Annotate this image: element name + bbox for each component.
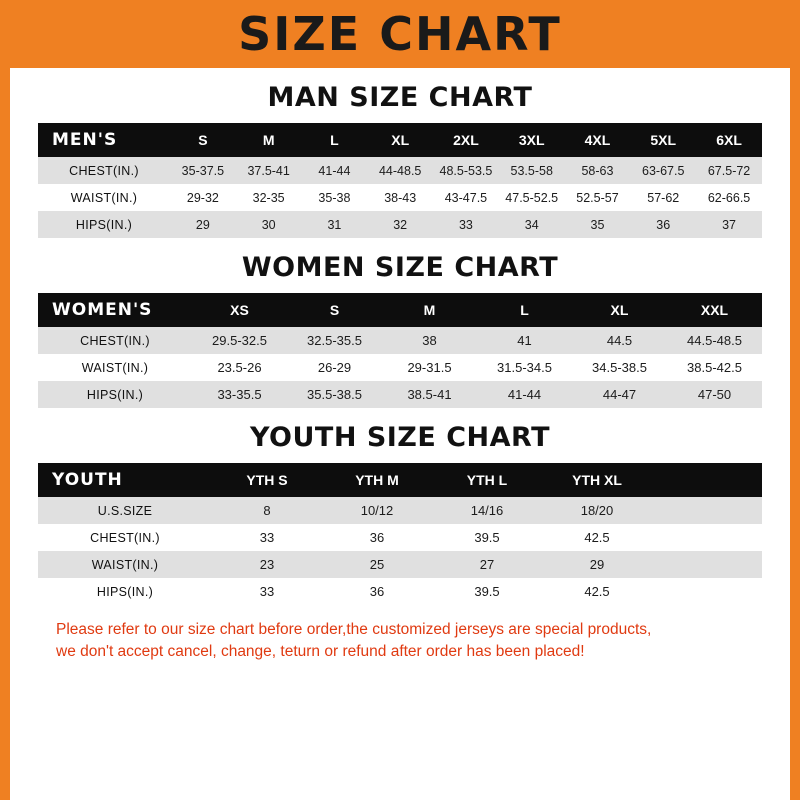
table-head	[38, 463, 762, 497]
table-head	[38, 123, 762, 157]
table-header-row	[38, 123, 762, 157]
table-row	[38, 524, 762, 551]
cell: 38-43	[367, 184, 433, 211]
row-label: CHEST(IN.)	[38, 327, 192, 354]
cell: 32.5-35.5	[287, 327, 382, 354]
table-row	[38, 211, 762, 238]
cell: 37	[696, 211, 762, 238]
column-header: XS	[192, 293, 287, 327]
cell: 38	[382, 327, 477, 354]
cell: 53.5-58	[499, 157, 565, 184]
cell: 31	[302, 211, 368, 238]
cell: 44.5	[572, 327, 667, 354]
table-row	[38, 327, 762, 354]
banner	[10, 0, 790, 68]
column-header: YTH XL	[542, 463, 652, 497]
table-youth	[38, 463, 762, 605]
cell: 41-44	[477, 381, 572, 408]
cell: 42.5	[542, 578, 652, 605]
section-title-man: MAN SIZE CHART	[267, 82, 533, 113]
cell: 35.5-38.5	[287, 381, 382, 408]
cell: 29-32	[170, 184, 236, 211]
cell: 44.5-48.5	[667, 327, 762, 354]
cell: 43-47.5	[433, 184, 499, 211]
cell: 48.5-53.5	[433, 157, 499, 184]
content	[10, 82, 790, 664]
cell: 32-35	[236, 184, 302, 211]
cell: 26-29	[287, 354, 382, 381]
column-header: M	[382, 293, 477, 327]
table-body	[38, 497, 762, 605]
cell: 33	[433, 211, 499, 238]
cell-empty	[652, 551, 762, 578]
cell: 58-63	[565, 157, 631, 184]
column-header: L	[477, 293, 572, 327]
table-row	[38, 381, 762, 408]
row-label: CHEST(IN.)	[38, 157, 170, 184]
cell: 39.5	[432, 578, 542, 605]
cell: 23.5-26	[192, 354, 287, 381]
row-label: U.S.SIZE	[38, 497, 212, 524]
cell: 10/12	[322, 497, 432, 524]
cell: 34	[499, 211, 565, 238]
cell: 33-35.5	[192, 381, 287, 408]
column-header: YTH M	[322, 463, 432, 497]
column-header: XXL	[667, 293, 762, 327]
table-row	[38, 157, 762, 184]
cell: 44-47	[572, 381, 667, 408]
cell: 25	[322, 551, 432, 578]
table-row	[38, 497, 762, 524]
table-row	[38, 354, 762, 381]
table-corner-label: MEN'S	[38, 123, 170, 157]
cell: 47-50	[667, 381, 762, 408]
cell: 41	[477, 327, 572, 354]
section-title-women: WOMEN SIZE CHART	[241, 252, 559, 283]
cell: 63-67.5	[630, 157, 696, 184]
notice-text	[56, 619, 744, 664]
table-man	[38, 123, 762, 238]
cell: 62-66.5	[696, 184, 762, 211]
cell: 18/20	[542, 497, 652, 524]
table-head	[38, 293, 762, 327]
column-header: 2XL	[433, 123, 499, 157]
cell: 36	[630, 211, 696, 238]
cell: 67.5-72	[696, 157, 762, 184]
cell: 41-44	[302, 157, 368, 184]
row-label: WAIST(IN.)	[38, 354, 192, 381]
notice-line-2: we don't accept cancel, change, teturn or refund after order has been placed!	[56, 643, 585, 661]
column-header: L	[302, 123, 368, 157]
column-header: YTH L	[432, 463, 542, 497]
cell: 57-62	[630, 184, 696, 211]
cell: 52.5-57	[565, 184, 631, 211]
column-header: S	[170, 123, 236, 157]
column-header: 6XL	[696, 123, 762, 157]
cell: 29	[170, 211, 236, 238]
table-body	[38, 157, 762, 238]
cell: 42.5	[542, 524, 652, 551]
column-header: M	[236, 123, 302, 157]
column-header: 4XL	[565, 123, 631, 157]
cell-empty	[652, 497, 762, 524]
cell: 34.5-38.5	[572, 354, 667, 381]
cell: 33	[212, 524, 322, 551]
row-label: HIPS(IN.)	[38, 381, 192, 408]
section-youth	[38, 422, 762, 605]
table-corner-label: YOUTH	[38, 463, 212, 497]
cell: 39.5	[432, 524, 542, 551]
notice-line-1: Please refer to our size chart before order,the customized jerseys are special products,	[56, 621, 652, 638]
section-women	[38, 252, 762, 408]
cell: 35	[565, 211, 631, 238]
cell: 29-31.5	[382, 354, 477, 381]
cell: 23	[212, 551, 322, 578]
page-title: SIZE CHART	[238, 7, 562, 61]
cell: 44-48.5	[367, 157, 433, 184]
table-women	[38, 293, 762, 408]
section-man	[38, 82, 762, 238]
column-header: 3XL	[499, 123, 565, 157]
cell: 35-38	[302, 184, 368, 211]
cell: 29	[542, 551, 652, 578]
cell: 38.5-41	[382, 381, 477, 408]
column-header: 5XL	[630, 123, 696, 157]
column-header: YTH S	[212, 463, 322, 497]
cell: 31.5-34.5	[477, 354, 572, 381]
row-label: WAIST(IN.)	[38, 184, 170, 211]
row-label: HIPS(IN.)	[38, 211, 170, 238]
cell: 36	[322, 524, 432, 551]
column-header-empty	[652, 463, 762, 497]
column-header: S	[287, 293, 382, 327]
table-header-row	[38, 463, 762, 497]
table-body	[38, 327, 762, 408]
cell: 27	[432, 551, 542, 578]
cell: 38.5-42.5	[667, 354, 762, 381]
section-title-youth: YOUTH SIZE CHART	[249, 422, 551, 453]
table-row	[38, 578, 762, 605]
cell: 32	[367, 211, 433, 238]
cell: 29.5-32.5	[192, 327, 287, 354]
row-label: WAIST(IN.)	[38, 551, 212, 578]
cell: 30	[236, 211, 302, 238]
cell-empty	[652, 524, 762, 551]
cell: 33	[212, 578, 322, 605]
cell: 37.5-41	[236, 157, 302, 184]
cell: 14/16	[432, 497, 542, 524]
row-label: HIPS(IN.)	[38, 578, 212, 605]
cell: 36	[322, 578, 432, 605]
cell: 47.5-52.5	[499, 184, 565, 211]
column-header: XL	[367, 123, 433, 157]
table-row	[38, 551, 762, 578]
table-header-row	[38, 293, 762, 327]
row-label: CHEST(IN.)	[38, 524, 212, 551]
cell-empty	[652, 578, 762, 605]
table-row	[38, 184, 762, 211]
cell: 35-37.5	[170, 157, 236, 184]
table-corner-label: WOMEN'S	[38, 293, 192, 327]
column-header: XL	[572, 293, 667, 327]
cell: 8	[212, 497, 322, 524]
